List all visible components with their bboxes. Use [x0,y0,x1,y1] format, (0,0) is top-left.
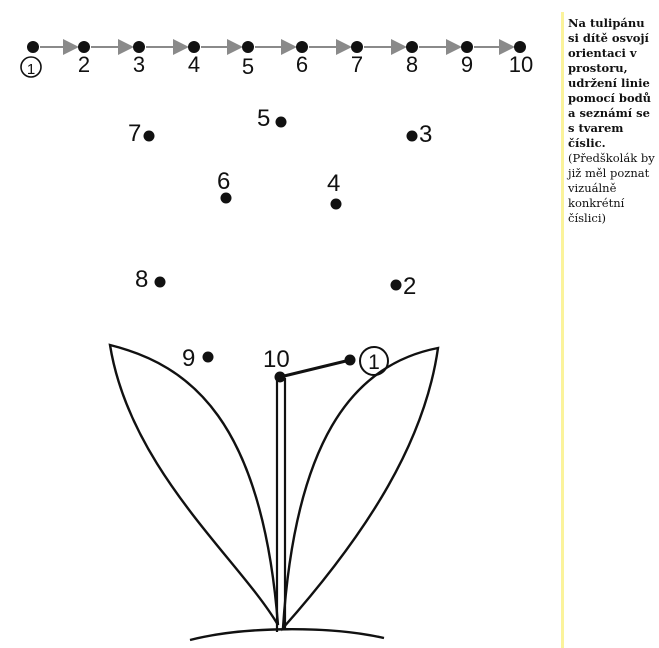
line-dot-1 [27,41,39,53]
line-label-10: 10 [508,52,534,77]
line-label-5: 5 [241,54,255,79]
note-bold-text: Na tulipánu si dítě osvojí orientaci v prostoru, udržení linie pomocí bodů a seznámí se s tvarem číslic. [568,16,652,150]
line-label-1-digit: 1 [26,61,36,78]
number-line [21,41,533,79]
ground-line [190,629,384,640]
line-label-2: 2 [77,52,91,77]
tulip-dot-7 [144,131,155,142]
tulip-label-9: 9 [182,345,196,372]
tulip-dot-4 [331,199,342,210]
line-label-3: 3 [132,52,146,77]
tulip-points [144,117,418,383]
note-normal-text: (Předškolák by již měl poznat vizuálně konkrétní číslici) [568,151,655,225]
tulip-label-8: 8 [135,266,149,293]
right-leaf [283,348,438,628]
tulip-label-2: 2 [403,273,417,300]
tulip-label-4: 4 [327,170,341,197]
tulip-dot-9 [203,352,214,363]
tulip-dot-8 [155,277,166,288]
line-label-4: 4 [187,52,201,77]
tulip-label-6: 6 [217,168,231,195]
left-leaf [110,345,278,625]
side-note [568,16,656,226]
tulip-dot-2 [391,280,402,291]
tulip-label-5: 5 [257,105,271,132]
tulip-label-10: 10 [263,346,290,373]
tulip-label-1-digit: 1 [368,351,380,374]
tulip-stem [277,378,285,632]
line-label-9: 9 [460,52,474,77]
line-label-7: 7 [350,52,364,77]
tulip-dot-5 [276,117,287,128]
line-dot-5 [242,41,254,53]
divider-line [561,12,564,648]
starter-line [280,360,350,377]
line-label-6: 6 [295,52,309,77]
tulip-labels [128,105,432,375]
line-label-8: 8 [405,52,419,77]
tulip-dot-3 [407,131,418,142]
tulip-label-7: 7 [128,120,142,147]
number-line-labels [21,52,533,79]
tulip-label-3: 3 [419,121,433,148]
